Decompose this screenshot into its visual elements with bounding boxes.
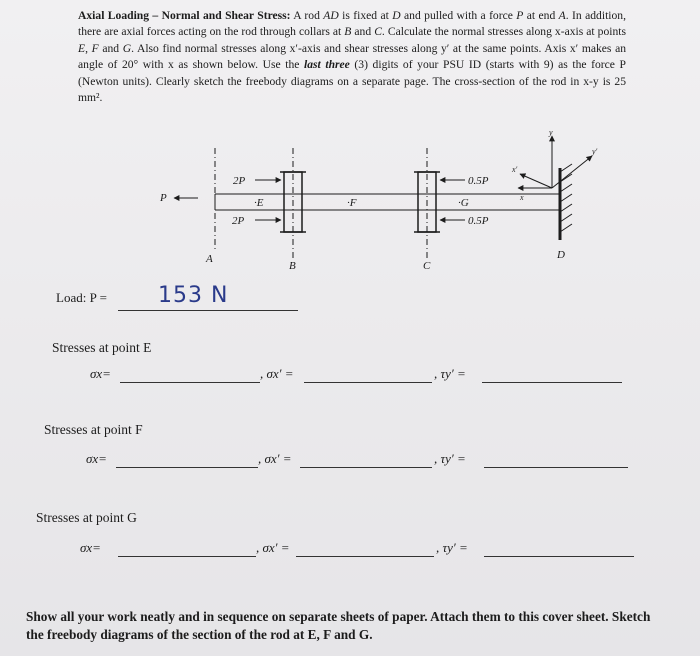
label-point-e: ·E	[254, 197, 264, 209]
label-b: B	[289, 260, 296, 272]
label-p: P	[160, 192, 167, 204]
label-2p-bottom: 2P	[232, 215, 245, 227]
point-f-sigma-x-line[interactable]	[116, 467, 258, 468]
point-f-tau-line[interactable]	[484, 467, 628, 468]
label-point-g: ·G	[458, 197, 469, 209]
yprime-axis-arrow	[552, 156, 592, 188]
last-three-emphasis: last three	[304, 58, 350, 72]
load-handwritten-value: 153 N	[158, 283, 229, 308]
point-g-tau-label: , τy′ =	[436, 540, 468, 555]
problem-statement: Axial Loading – Normal and Shear Stress: A rod AD is fixed at D and pulled with a force P at end A. In addition, there are axial forces acting on the rod through collars at B and C. Calculate the normal stresses along x-axis at points E, F and G. Also find normal stresses along x′-axis and shear stresses along y′ at the same points. Axis x′ makes an angle of 20° with x as shown below. Use the last three (3) digits of your PSU ID (starts with 9) as the force P (Newton units). Clearly sketch the freebody diagrams on a separate page. The cross-section of the rod in x-y is 25 mm².	[78, 9, 627, 105]
point-f-sigma-x-label: σx=	[86, 451, 107, 466]
load-answer-line[interactable]	[118, 310, 298, 311]
label-x: x	[520, 193, 524, 202]
xprime-axis-arrow	[520, 174, 552, 188]
label-d: D	[557, 249, 565, 261]
footer-instructions: Show all your work neatly and in sequence on separate sheets of paper. Attach them to this cover sheet. Sketch the freebody diagrams of the section of the rod at E, F and G.	[26, 609, 651, 642]
point-e-tau-line[interactable]	[482, 382, 622, 383]
label-yprime: y′	[592, 147, 598, 156]
point-f-title: Stresses at point F	[44, 422, 143, 437]
label-2p-top: 2P	[233, 175, 246, 187]
label-05p-bottom: 0.5P	[468, 215, 489, 227]
point-f-tau-label: , τy′ =	[434, 451, 466, 466]
point-g-sigma-xp-label: , σx′ =	[256, 540, 290, 555]
label-a: A	[206, 253, 213, 265]
point-e-sigma-x-line[interactable]	[120, 382, 260, 383]
point-e-sigma-x-label: σx=	[90, 366, 111, 381]
label-05p-top: 0.5P	[468, 175, 489, 187]
point-g-title: Stresses at point G	[36, 510, 137, 525]
point-f-sigma-xp-label: , σx′ =	[258, 451, 292, 466]
point-g-tau-line[interactable]	[484, 556, 634, 557]
wall-hatching	[560, 164, 572, 232]
label-xprime: x′	[512, 165, 518, 174]
problem-title: Axial Loading – Normal and Shear Stress:	[78, 9, 291, 22]
label-point-f: ·F	[347, 197, 357, 209]
point-e-sigma-xp-line[interactable]	[304, 382, 432, 383]
point-g-sigma-x-line[interactable]	[118, 556, 256, 557]
load-label: Load: P =	[56, 290, 107, 305]
point-e-sigma-xp-label: , σx′ =	[260, 366, 294, 381]
point-f-sigma-xp-line[interactable]	[300, 467, 432, 468]
point-e-title: Stresses at point E	[52, 340, 152, 355]
point-g-sigma-x-label: σx=	[80, 540, 101, 555]
rod-diagram	[140, 128, 610, 278]
label-c: C	[423, 260, 431, 272]
point-g-sigma-xp-line[interactable]	[296, 556, 434, 557]
label-y: y	[549, 128, 553, 137]
point-e-tau-label: , τy′ =	[434, 366, 466, 381]
